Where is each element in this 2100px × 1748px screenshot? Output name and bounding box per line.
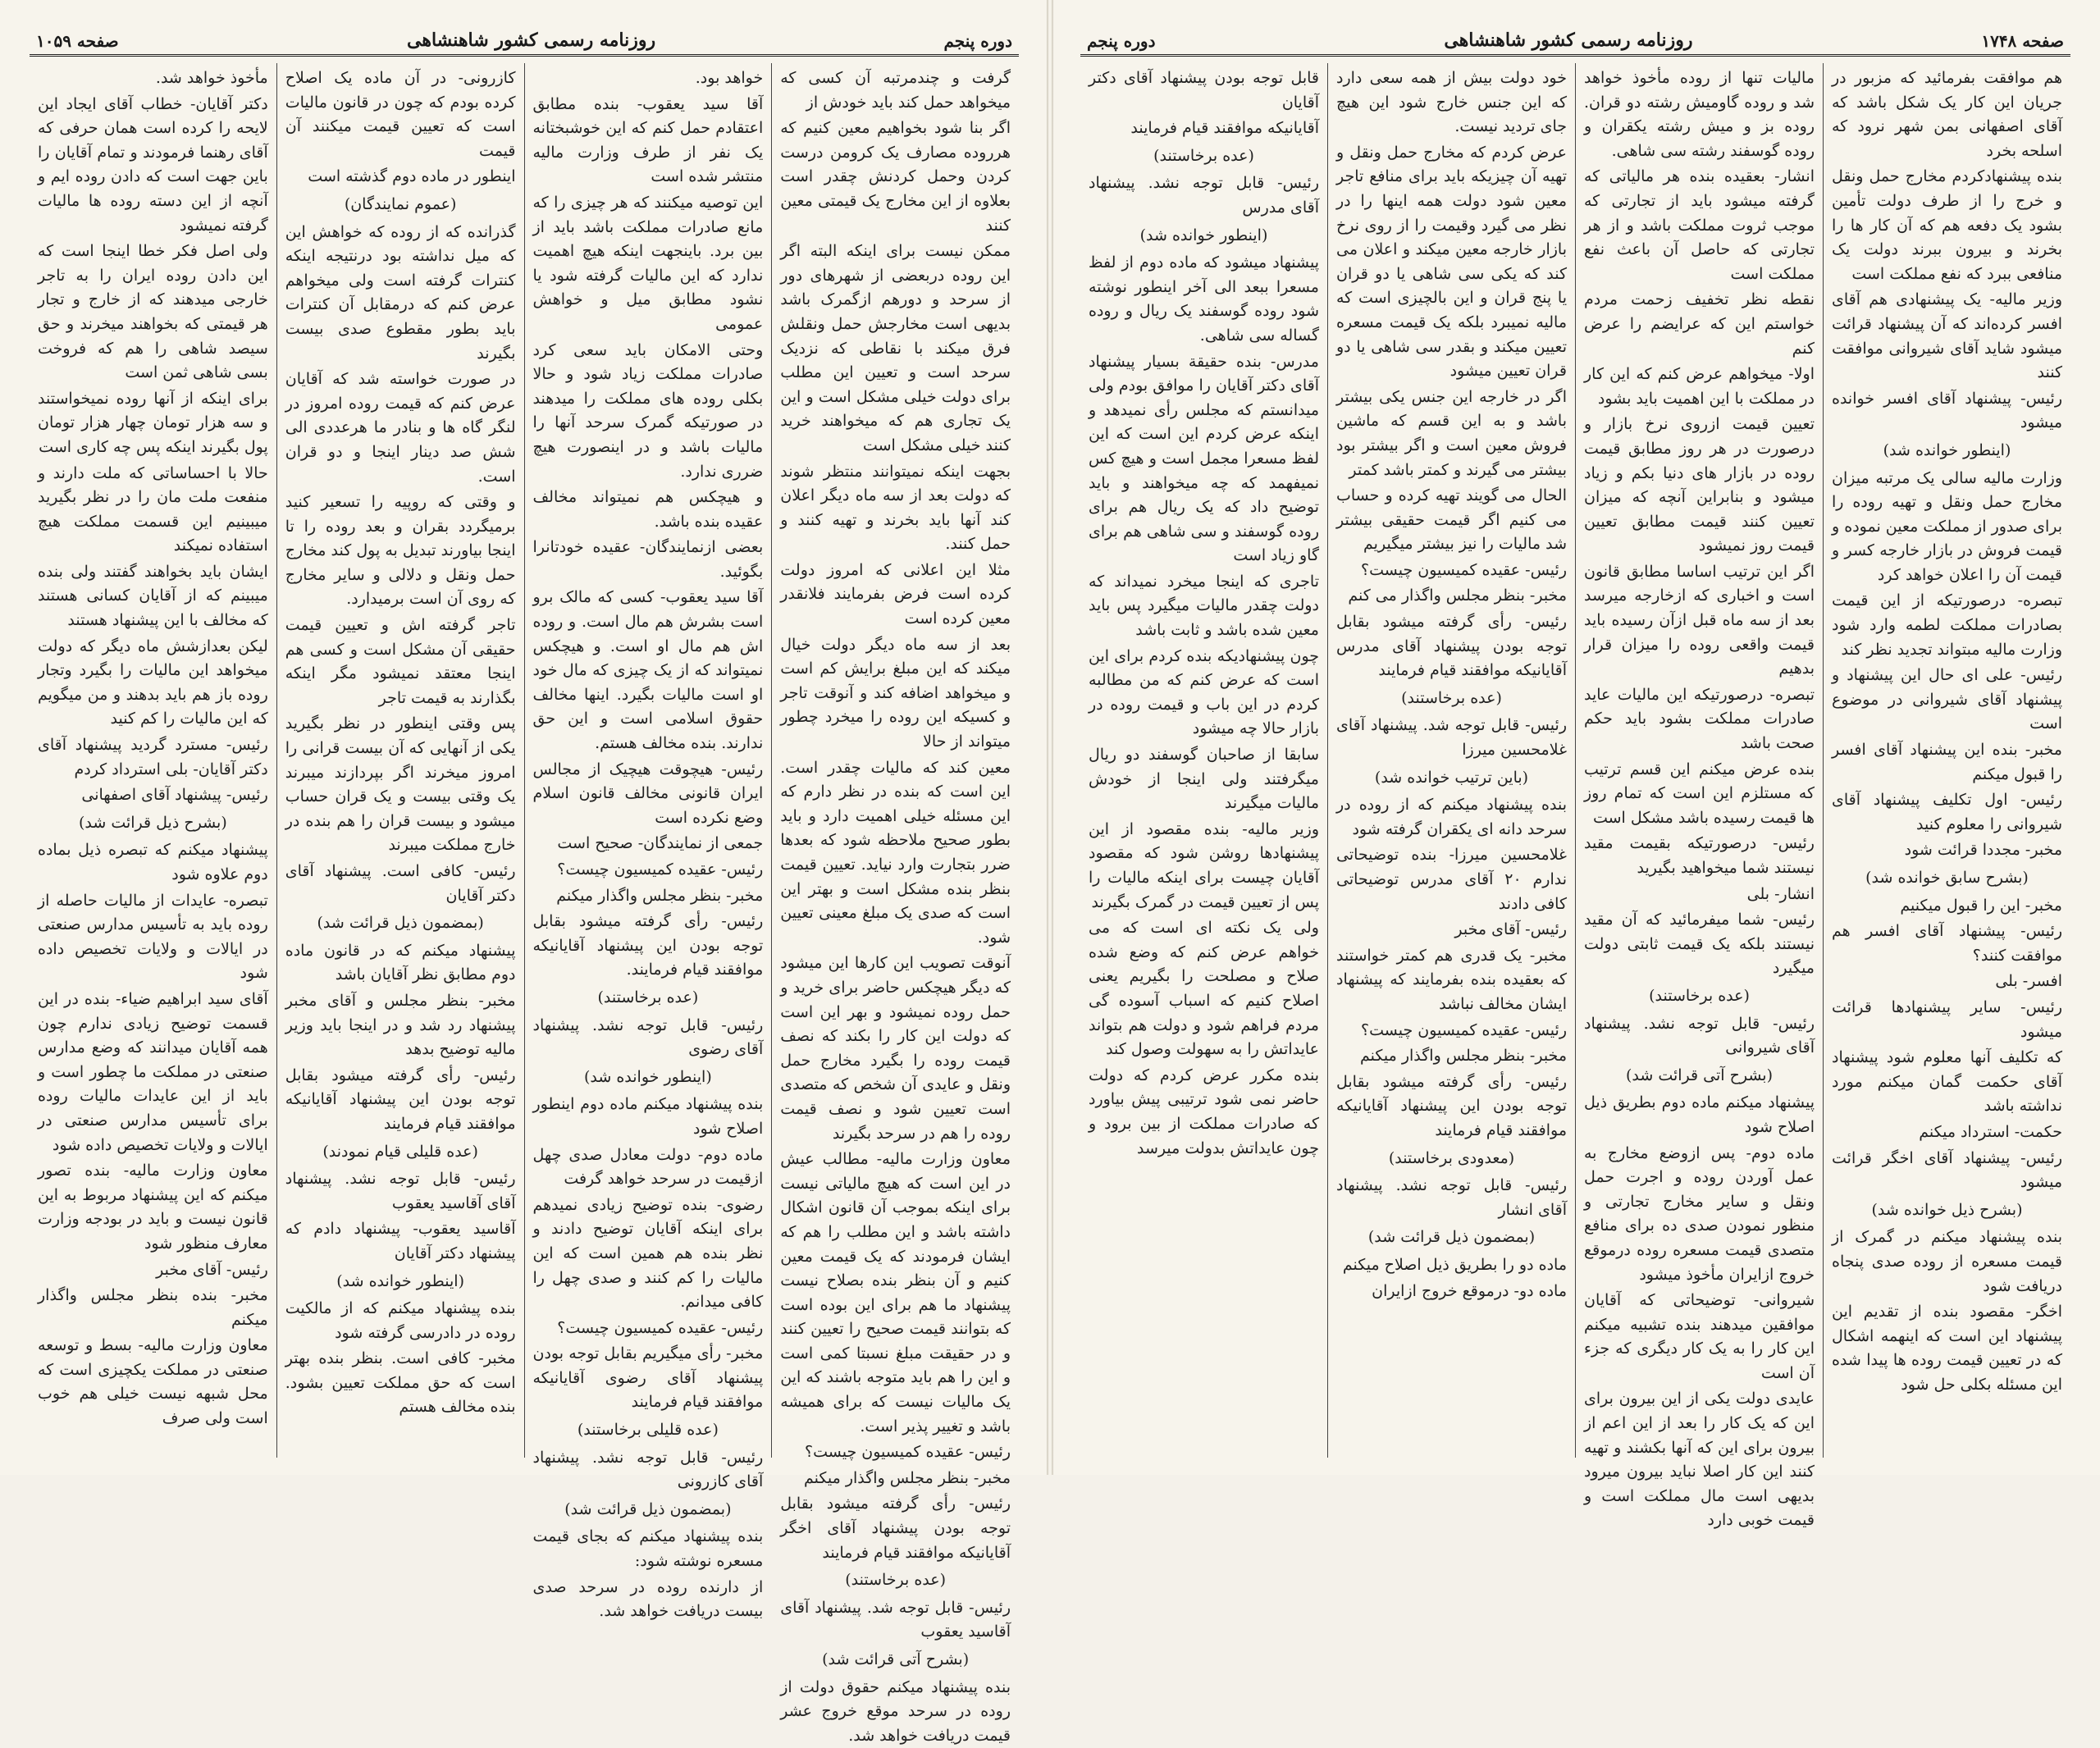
- article-paragraph: رئیس- درصورتیکه بقیمت مقید نیستند شما میخواهید بگیرید: [1584, 834, 1815, 877]
- article-paragraph: و هیچکس هم نمیتواند مخالف عقیده بنده باشد.: [532, 488, 764, 531]
- article-paragraph: آقای سید ابراهیم ضیاء- بنده در این قسمت توضیح زیادی ندارم چون همه آقایان میدانند که وضع مدارس صنعتی در مملکت ما چطور است و باید از این عایدات مالیات روده برای تأسیس مدارس صنعتی در ایالات و ولایات تخصیص داده شود: [38, 989, 268, 1154]
- article-paragraph: اگر بنا شود بخواهیم معین کنیم که هرروده مصارف یک کرومن درست کردن وحمل کردنش چقدر است بعلاوه از این مخارج یک قیمتی معین کنند: [780, 119, 1011, 235]
- article-paragraph: رئیس- رأی گرفته میشود بقابل توجه بودن پیشنهاد آقای مدرس آقایانیکه موافقند قیام فرمایند: [1336, 613, 1567, 680]
- article-paragraph: مخبر- مجددا قرائت شود: [1904, 841, 2062, 860]
- right-page-title: روزنامه رسمی کشور شاهنشاهی: [1444, 30, 1693, 51]
- article-paragraph: (عده قلیلی قیام نمودند): [322, 1142, 478, 1161]
- article-paragraph: بنده پیشنهادکردم مخارج حمل ونقل و خرج را از طرف دولت تأمین بشود یک دفعه هم که آن کار ها را بخرند و بیرون ببرند دولت یک منافعی ببرد که نفع مملکت است: [1832, 167, 2062, 283]
- article-paragraph: که تکلیف آنها معلوم شود پیشنهاد آقای حکمت گمان میکنم مورد نداشته باشد: [1832, 1048, 2062, 1116]
- article-paragraph: اینطور در ماده دوم گذشته است: [308, 167, 516, 186]
- article-paragraph: الحال می گویند تهیه کرده و حساب می کنیم اگر قیمت حقیقی بیشتر شد مالیات را نیز بیشتر میگیریم: [1336, 486, 1567, 554]
- article-paragraph: (اینطور خوانده شد): [336, 1271, 464, 1290]
- article-paragraph: اگر این ترتیب اساسا مطابق قانون است و اخباری که ازخارجه میرسد بعد از سه ماه قبل ازآن رسیده باید قیمت واقعی روده را میزان قرار بدهیم: [1584, 562, 1815, 678]
- article-paragraph: رئیس- اول تکلیف پیشنهاد آقای شیروانی را معلوم کنید: [1832, 791, 2062, 833]
- left-page-issue: دوره پنجم: [943, 31, 1012, 51]
- article-paragraph: در صورت خواسته شد که آقایان عرض کنم که قیمت روده امروز در لنگر گاه ها و بنادر ما هرعددی الی شش صد دینار اینجا و دو قران است.: [285, 370, 516, 486]
- article-paragraph: مأخوذ خواهد شد.: [155, 69, 268, 87]
- article-paragraph: معاون وزارت مالیه- بنده تصور میکنم که این پیشنهاد مربوط به این قانون نیست و باید در بودجه وزارت معارف منظور شود: [38, 1162, 268, 1253]
- left-page-header: [30, 23, 1019, 57]
- article-paragraph: پس وقتی اینطور در نظر بگیرید یکی از آنهایی که آن بیست قرانی را امروز میخرند اگر بپردازند میبرند یک وقتی بیست و یک قران حساب میشود و بیست قران را هم بنده در خارج مملکت میبرند: [285, 714, 516, 855]
- article-paragraph: شیروانی- توضیحاتی که آقایان موافقین میدهند بنده تشبیه میکنم این کار را به یک کار دیگری که جزء آن است: [1584, 1291, 1815, 1382]
- article-paragraph: عایدی دولت یکی از این بیرون برای این که یک کار را بعد از این اعم از بیرون برای این که آنها بکشند و تهیه کنند این کار اصلا نباید بیرون میرود بدیهی است مال مملکت است و قیمت خوبی دارد: [1584, 1390, 1815, 1530]
- article-paragraph: آقایانیکه موافقند قیام فرمایند: [1130, 119, 1319, 138]
- article-paragraph: بجهت اینکه نمیتوانند منتظر شوند که دولت بعد از سه ماه دیگر اعلان کند آنها باید بخرند و تهیه کنند و حمل کنند.: [780, 462, 1011, 554]
- article-paragraph: اولا- میخواهم عرض کنم که این کار در مملکت با این اهمیت باید بشود: [1584, 365, 1815, 408]
- article-paragraph: رئیس- رأی گرفته میشود بقابل توجه بودن پیشنهاد آقای اخگر آقایانیکه موافقند قیام فرمایند: [780, 1495, 1011, 1562]
- article-paragraph: رئیس- عقیده کمیسیون چیست؟: [557, 860, 764, 879]
- article-paragraph: (بمضمون ذیل قرائت شد): [317, 914, 484, 933]
- article-paragraph: بنده پیشنهاد میکنم که از روده در سرحد دانه ای یکقران گرفته شود: [1336, 796, 1567, 838]
- article-paragraph: (عموم نمایندگان): [344, 194, 457, 213]
- article-paragraph: رئیس- رأی گرفته میشود بقابل توجه بودن این پیشنهاد آقایانیکه موافقند قیام فرمایند: [1336, 1072, 1567, 1139]
- article-paragraph: تبصره- درصورتیکه این مالیات عاید صادرات مملکت بشود باید حکم صحت باشد: [1584, 685, 1815, 753]
- article-paragraph: رئیس- قابل توجه نشد. پیشنهاد آقای شیروانی: [1584, 1014, 1815, 1057]
- article-paragraph: جمعی از نمایندگان- صحیح است: [557, 834, 764, 853]
- article-paragraph: آقا سید یعقوب- بنده مطابق اعتقادم حمل کنم که این خوشبختانه یک نفر از طرف وزارت مالیه منتشر شده است: [532, 94, 764, 186]
- left-page-title: روزنامه رسمی کشور شاهنشاهی: [407, 30, 656, 51]
- right-page-number: صفحه ۱۷۴۸: [1981, 31, 2064, 51]
- right-page-header: [1080, 23, 2070, 57]
- article-paragraph: قابل توجه بودن پیشنهاد آقای دکتر آقایان: [1089, 69, 1319, 112]
- article-paragraph: مالیات تنها از روده مأخوذ خواهد شد و روده گاومیش رشته دو قران. روده بز و میش رشته یکقران و روده گوسفند رشته سی شاهی.: [1584, 69, 1815, 160]
- article-paragraph: ماده دوم- پس ازوضع مخارج به عمل آوردن روده و اجرت حمل ونقل و سایر مخارج تجارتی و منظور نمودن صدی ده برای منافع متصدی قیمت مسعره روده درموقع خروج ازایران مأخوذ میشود: [1584, 1143, 1815, 1284]
- article-paragraph: گرفت و چندمرتبه آن کسی که میخواهد حمل کند باید خودش از: [780, 69, 1011, 112]
- article-paragraph: آقاسید یعقوب- پیشنهاد دادم که پیشنهاد دکتر آقایان: [285, 1220, 516, 1262]
- left-page: [0, 0, 1050, 1745]
- article-paragraph: بنده پیشنهاد میکنم که از مالکیت روده در دادرسی گرفته شود: [285, 1299, 516, 1342]
- article-paragraph: رئیس- قابل توجه نشد. پیشنهاد آقای انشار: [1336, 1176, 1567, 1219]
- article-paragraph: رئیس- قابل توجه شد. پیشنهاد آقای غلامحسین میرزا: [1336, 716, 1567, 760]
- article-paragraph: رئیس- پیشنهاد آقای اخگر قرائت میشود: [1832, 1148, 2062, 1192]
- left-column-4: [30, 63, 276, 1458]
- article-paragraph: (معدودی برخاستند): [1388, 1148, 1515, 1167]
- article-paragraph: مخبر- بنظر مجلس واگذار می کنم: [1348, 586, 1567, 605]
- article-paragraph: (بشرح ذیل قرائت شد): [78, 813, 227, 832]
- article-paragraph: آنوقت تصویب این کارها این میشود که دیگر هیچکس حاضر برای خرید و حمل روده نمیشود و بهر این است که دولت این کار را بکند که نصف قیمت روده را بگیرد مخارج حمل ونقل و عایدی آن شخص که متصدی است تعیین شود و نصف قیمت روده را هم در سرحد بگیرند: [780, 954, 1011, 1143]
- article-paragraph: مخبر- بنده بنظر مجلس واگذار میکنم: [38, 1286, 268, 1329]
- article-paragraph: ماده دو- درموقع خروج ازایران: [1372, 1281, 1567, 1300]
- article-paragraph: (باین ترتیب خوانده شد): [1374, 768, 1529, 787]
- article-paragraph: پیشنهاد میکنم ماده دوم بطریق ذیل اصلاح شود: [1584, 1093, 1815, 1136]
- article-paragraph: ولی اصل فکر خطا اینجا است که این دادن روده ایران را به تاجر خارجی میدهند که از خارج و تجار هر قیمتی که بخواهند میخرند و حق سیصد شاهی را هم که فروخت بسی شاهی ثمن است: [38, 242, 268, 382]
- article-paragraph: پیشنهاد میکنم که در قانون ماده دوم مطابق نظر آقایان باشد: [285, 941, 516, 984]
- article-paragraph: بنده پیشنهاد میکنم ماده دوم اینطور اصلاح شود: [532, 1095, 764, 1138]
- article-paragraph: (بشرح ذیل خوانده شد): [1871, 1200, 2023, 1219]
- article-paragraph: وحتی الامکان باید سعی کرد صادرات مملکت زیاد شود و حالا بکلی روده های مملکت را میدهند در صورتیکه گمرک سرحد آنها را مالیات باشد و در اینصورت هیچ ضرری ندارد.: [532, 340, 764, 481]
- article-paragraph: مخبر- بنظر مجلس و آقای مخبر پیشنهاد رد شد و در اینجا باید وزیر مالیه توضیح بدهد: [285, 991, 516, 1059]
- article-paragraph: پیشنهاد میشود که ماده دوم از لفظ مسعرا ببعد الی آخر اینطور نوشته شود روده گوسفند یک ریال و روده گساله سی شاهی.: [1089, 253, 1319, 345]
- article-paragraph: رئیس- هیچوقت هیچیک از مجالس ایران قانونی مخالف قانون اسلام وضع نکرده است: [532, 760, 764, 827]
- article-paragraph: رئیس- عقیده کمیسیون چیست؟: [557, 1318, 764, 1337]
- article-paragraph: آقا سید یعقوب- کسی که مالک برو است بشرش هم مال است. و روده اش هم مال او است. و هیچکس نمیتواند که از یک چیزی که مال خود او است مالیات بگیرد. اینها مخالف حقوق اسلامی است و این حق ندارند. بنده مخالف هستم.: [532, 588, 764, 753]
- article-paragraph: خود دولت بیش از همه سعی دارد که این جنس خارج شود این هیچ جای تردید نیست.: [1336, 69, 1567, 136]
- left-page-number: صفحه ۱۰۵۹: [36, 31, 119, 51]
- article-paragraph: (بشرح آتی قرائت شد): [1625, 1066, 1773, 1084]
- article-paragraph: حالا با احساساتی که ملت دارند و منفعت ملت مان را در نظر بگیرید میبینیم این قسمت مملکت هیچ استفاده نمیکند: [38, 463, 268, 555]
- article-paragraph: رئیس- قابل توجه نشد. پیشنهاد آقای آقاسید یعقوب: [285, 1170, 516, 1212]
- article-paragraph: مخبر- کافی است. بنظر بنده بهتر است که حق مملکت تعیین بشود. بنده مخالف هستم: [285, 1349, 516, 1417]
- article-paragraph: ماده دوم- دولت معادل صدی چهل ازقیمت در سرحد خواهد گرفت: [532, 1145, 764, 1189]
- article-paragraph: پیشنهاد میکنم که تبصره ذیل بماده دوم علاوه شود: [38, 841, 268, 883]
- article-paragraph: (عده برخاستند): [1649, 986, 1750, 1005]
- right-page-columns: [1080, 63, 2070, 1530]
- article-paragraph: تبصره- درصورتیکه از این قیمت بصادرات مملکت لطمه وارد شود وزارت مالیه مبتواند تجدید نظر کند: [1832, 591, 2062, 659]
- article-paragraph: و وقتی که روپیه را تسعیر کنید برمیگردد بقران و بعد روده را تا اینجا بیاورند تبدیل به پول کند مخارج حمل ونقل و دلالی و سایر مخارج که روی آن است برمیدارد.: [285, 493, 516, 609]
- right-column-1: [1823, 63, 2070, 1458]
- article-paragraph: (اینطور خوانده شد): [1883, 440, 2011, 459]
- article-paragraph: لیکن بعدازشش ماه دیگر که دولت میخواهد این مالیات را بگیرد وتجار روده باز هم باید بدهند و من میگویم که این مالیات را کم کنید: [38, 637, 268, 728]
- article-paragraph: رئیس- کافی است. پیشنهاد آقای دکتر آقایان: [285, 862, 516, 905]
- article-paragraph: وزارت مالیه سالی یک مرتبه میزان مخارج حمل ونقل و تهیه روده را برای صدور از مملکت معین نموده و قیمت فروش در بازار خارجه کسر و قیمت آن را اعلان خواهد کرد: [1832, 468, 2062, 584]
- article-paragraph: تبصره- عایدات از مالیات حاصله از روده باید به تأسیس مدارس صنعتی در ایالات و ولایات تخصیص داده شود: [38, 891, 268, 983]
- right-column-2: [1575, 63, 1823, 1530]
- article-paragraph: (عده برخاستند): [1153, 146, 1254, 165]
- left-page-columns: [30, 63, 1019, 1745]
- article-paragraph: رئیس- قابل توجه شد. پیشنهاد آقای آقاسید یعقوب: [780, 1598, 1011, 1641]
- article-paragraph: دکتر آقایان- خطاب آقای ایجاد این لایحه را کرده است همان حرفی که آقای رهنما فرمودند و تمام آقایان را باین جهت است که دادن روده ایم و آنچه از این دسته روده ها مالیات گرفته نمیشود: [38, 94, 268, 235]
- page-fold: [1047, 0, 1053, 1475]
- article-paragraph: رئیس- عقیده کمیسیون چیست؟: [805, 1443, 1011, 1462]
- article-paragraph: افسر- بلی: [1995, 972, 2062, 991]
- right-page-issue: دوره پنجم: [1087, 31, 1156, 51]
- article-paragraph: ماده دو را بطریق ذیل اصلاح میکنم: [1342, 1255, 1567, 1274]
- article-paragraph: (اینطور خوانده شد): [1139, 226, 1268, 244]
- article-paragraph: بنده عرض میکنم این قسم ترتیب که مستلزم این است که تمام روز ها قیمت رسیده باشد مشکل است: [1584, 760, 1815, 827]
- article-paragraph: ایشان باید بخواهند گفتند ولی بنده میبینم که از آقایان کسانی هستند که مخالف با این پیشنهاد هستند: [38, 562, 268, 630]
- article-paragraph: مخبر- رأی میگیریم بقابل توجه بودن پیشنهاد آقای رضوی آقایانیکه موافقند قیام فرمایند: [532, 1344, 764, 1412]
- article-paragraph: (عده برخاستند): [1401, 688, 1502, 707]
- article-paragraph: برای اینکه از آنها روده نمیخواستند و سه هزار تومان چهار هزار تومان پول بگیرند اینکه پس چه کاری است: [38, 389, 268, 456]
- article-paragraph: رئیس- پیشنهاد آقای افسر خوانده میشود: [1832, 389, 2062, 432]
- article-paragraph: (بمضمون ذیل قرائت شد): [564, 1499, 732, 1518]
- article-paragraph: مدرس- بنده حقیقة بسیار پیشنهاد آقای دکتر آقایان را موافق بودم ولی میدانستم که مجلس رأی نمیدهد و اینکه عرض کردم این است که این لفظ مسعرا مجمل است و هیچ کس نمیفهمد که چه میخواهند و باید توضیح داد که یک ریال هم برای روده گوسفند و سی شاهی هم برای گاو زیاد است: [1089, 352, 1319, 565]
- article-paragraph: رئیس- قابل توجه نشد. پیشنهاد آقای رضوی: [532, 1015, 764, 1059]
- article-paragraph: کازرونی- در آن ماده یک اصلاح کرده بودم که چون در قانون مالیات است که تعیین قیمت میکنند آن قیمت: [285, 69, 516, 160]
- right-column-3: [1327, 63, 1575, 1458]
- article-paragraph: تعیین قیمت ازروی نرخ بازار و درصورت در هر روز مطابق قیمت روده در بازار های دنیا بکم و زیاد میشود و بنابراین آنچه که میزان تعیین کنند قیمت مطابق تعیین قیمت روز نمیشود: [1584, 415, 1815, 555]
- article-paragraph: اخگر- مقصود بنده از تقدیم این پیشنهاد این است که اینهمه اشکال که در تعیین قیمت روده ها پیدا شده این مسئله بکلی حل شود: [1832, 1303, 2062, 1394]
- article-paragraph: خواهد بود.: [695, 69, 764, 87]
- article-paragraph: بنده پیشنهاد میکنم حقوق دولت از روده در سرحد موقع خروج عشر قیمت دریافت خواهد شد.: [780, 1677, 1011, 1745]
- article-paragraph: مخبر- بنده این پیشنهاد آقای افسر را قبول میکنم: [1832, 741, 2062, 783]
- article-paragraph: تاجر گرفته اش و تعیین قیمت حقیقی آن مشکل است و کسی هم اینجا معتقد نمیشود مگر اینکه بگذارند به قیمت تاجر: [285, 616, 516, 707]
- article-paragraph: غلامحسین میرزا- بنده توضیحاتی ندارم ۲۰ آقای مدرس توضیحاتی کافی دادند: [1336, 846, 1567, 913]
- article-paragraph: (عده قلیلی برخاستند): [577, 1421, 719, 1440]
- article-paragraph: وزیر مالیه- بنده مقصود از این پیشنهادها روشن شود که مقصود آقایان چیست برای اینکه مالیات را پس از تعیین قیمت در گمرک بگیرند: [1089, 819, 1319, 911]
- article-paragraph: رئیس- شما میفرمائید که آن مقید نیستند بلکه یک قیمت ثابتی دولت میگیرد: [1584, 911, 1815, 978]
- article-paragraph: انشار- بلی: [1746, 884, 1815, 903]
- article-paragraph: بعد از سه ماه دیگر دولت خیال میکند که این مبلغ برایش کم است و میخواهد اضافه کند و آنوقت تاجر و کسیکه این روده را میخرد چطور میتواند از حالا: [780, 635, 1011, 751]
- article-paragraph: ممکن نیست برای اینکه البته اگر این روده دربعضی از شهرهای دور از سرحد و دورهم ازگمرک باشد بدیهی است مخارجش حمل ونقلش فرق میکند با نقاطی که نزدیک سرحد است و تعیین این مطلب برای دولت خیلی مشکل است و این یک تجاری هم که میخواهند خرید کنند خیلی مشکل است: [780, 242, 1011, 454]
- article-paragraph: رئیس- مسترد گردید پیشنهاد آقای دکتر آقایان- بلی استرداد کردم: [38, 736, 268, 778]
- article-paragraph: عرض کردم که مخارج حمل ونقل و تهیه آن چیزیکه باید برای منافع تاجر معین شود دولت همه اینها را در نظر می گیرد وقیمت را از روی نرخ بازار خارجه معین میکند و اعلان می کند که یکی سی شاهی یا دو قران یا پنج قران و این بالچیزی است که مالیه نمیبرد بلکه یک قیمت مسعره تعیین میکند و بقدر سی شاهی یا دو قران تعیین میشود: [1336, 143, 1567, 381]
- article-paragraph: معین کند که مالیات چقدر است. این است که بنده در نظر دارم که این مسئله خیلی اهمیت دارد و باید بطور صحیح ملاحظه شود که بعدها ضرر بتجارت وارد نیاید. تعیین قیمت بنظر بنده مشکل است و بهتر این است که صدی یک مبلغ معینی تعیین شود.: [780, 758, 1011, 947]
- article-paragraph: تاجری که اینجا میخرد نمیداند که دولت چقدر مالیات میگیرد پس باید معین شده باشد و ثابت باشد: [1089, 572, 1319, 640]
- article-paragraph: این توصیه میکنند که هر چیزی را که مانع صادرات مملکت باشد باید از بین برد. باینجهت اینکه هیچ اهمیت ندارد که این مالیات گرفته شود یا نشود مطابق میل و خواهش عمومی: [532, 193, 764, 333]
- article-paragraph: مخبر- بنظر مجلس واگذار میکنم: [1360, 1047, 1567, 1066]
- article-paragraph: مخبر- بنظر مجلس واگذار میکنم: [556, 886, 764, 905]
- article-paragraph: رئیس- پیشنهاد آقای افسر هم موافقت کنند؟: [1832, 922, 2062, 965]
- article-paragraph: (عده برخاستند): [845, 1571, 947, 1590]
- left-column-3: [276, 63, 524, 1458]
- article-paragraph: از دارنده روده در سرحد صدی بیست دریافت خواهد شد.: [532, 1577, 764, 1621]
- article-paragraph: (بمضمون ذیل قرائت شد): [1367, 1228, 1536, 1247]
- article-paragraph: رضوی- بنده توضیح زیادی نمیدهم برای اینکه آقایان توضیح دادند و نظر بنده هم همین است که این مالیات را کم کنند و صدی چهل را کافی میدانم.: [532, 1195, 764, 1312]
- article-paragraph: نقطه نظر تخفیف زحمت مردم خواستم این که عرایضم را عرض کنم: [1584, 290, 1815, 358]
- article-paragraph: رئیس- پیشنهاد آقای اصفهانی: [81, 786, 268, 805]
- article-paragraph: رئیس- آقای مخبر: [1454, 920, 1567, 939]
- article-paragraph: گذرانده که از روده که خواهش این که میل نداشته بود درنتیجه اینکه کنترات گرفته است ولی میخواهم عرض کنم که درمقابل آن کنترات باید بطور مقطوع صدی بیست بگیرند: [285, 222, 516, 363]
- article-paragraph: انشار- بعقیده بنده هر مالیاتی که گرفته میشود باید از تجارتی که موجب ثروت مملکت باشد و از هر تجارتی که حاصل آن باعث نفع مملکت است: [1584, 167, 1815, 283]
- article-paragraph: مثلا این اعلانی که امروز دولت کرده است فرض بفرمایند فلانقدر معین کرده است: [780, 560, 1011, 628]
- article-paragraph: وزیر مالیه- یک پیشنهادی هم آقای افسر کرده‌اند که آن پیشنهاد قرائت میشود شاید آقای شیروانی موافقت کنند: [1832, 290, 2062, 382]
- article-paragraph: رئیس- رأی گرفته میشود بقابل توجه بودن این پیشنهاد آقایانیکه موافقند قیام فرمایند.: [532, 912, 764, 979]
- article-paragraph: رئیس- عقیده کمیسیون چیست؟: [1361, 1020, 1567, 1039]
- article-paragraph: معاون وزارت مالیه- مطالب عیش در این است که هیچ مالیاتی نیست برای اینکه بموجب آن قانون اشکال داشته باشد و این مطلب را هم که ایشان فرمودند که یک قیمت معین کنیم و آن بنظر بنده بصلاح نیست پیشنهاد ما هم برای این بوده است که بتوانند قیمت صحیح را تعیین کنند و در حقیقت مبلغ نسبتا کمی است و این را هم باید متوجه باشند که این یک مالیات نیست که برای همیشه باشد و تغییر پذیر است.: [780, 1150, 1011, 1435]
- article-paragraph: رئیس- رأی گرفته میشود بقابل توجه بودن این پیشنهاد آقایانیکه موافقند قیام فرمایند: [285, 1066, 516, 1133]
- article-paragraph: رئیس- علی ای حال این پیشنهاد و پیشنهاد آقای شیروانی در موضوع است: [1832, 666, 2062, 733]
- article-paragraph: بنده پیشنهاد میکنم در گمرک از قیمت مسعره از روده صدی پنجاه دریافت شود: [1832, 1228, 2062, 1295]
- left-column-1: [771, 63, 1019, 1745]
- article-paragraph: بنده پیشنهاد میکنم که بجای قیمت مسعره نوشته شود:: [532, 1527, 764, 1571]
- article-paragraph: معاون وزارت مالیه- بسط و توسعه صنعتی در مملکت یکچیزی است که محل شبهه نیست خیلی هم خوب است ولی صرف: [38, 1336, 268, 1428]
- article-paragraph: چون پیشنهادیکه بنده کردم برای این است که عرض کنم که من مطالبه کردم در این باب و قیمت روده در بازار حالا چه میشود: [1089, 646, 1319, 738]
- article-paragraph: رئیس- عقیده کمیسیون چیست؟: [1361, 560, 1567, 579]
- right-page: [1050, 0, 2100, 1530]
- article-paragraph: (بشرح سابق خوانده شد): [1865, 869, 2029, 887]
- article-paragraph: رئیس- قابل توجه نشد. پیشنهاد آقای مدرس: [1089, 174, 1319, 217]
- article-paragraph: مخبر- بنظر مجلس واگذار میکنم: [804, 1468, 1011, 1487]
- article-paragraph: بعضی ازنمایندگان- عقیده خودتانرا بگوئید.: [532, 538, 764, 581]
- article-paragraph: (عده برخاستند): [597, 988, 699, 1006]
- article-paragraph: (بشرح آتی قرائت شد): [822, 1650, 970, 1668]
- article-paragraph: مخبر- این را قبول میکنیم: [1900, 896, 2062, 915]
- article-paragraph: بنده مکرر عرض کردم که دولت حاضر نمی شود ترتیبی پیش بیاورد که صادرات مملکت از بین برود و چون عایداتش بدولت میرسد: [1089, 1066, 1319, 1157]
- article-paragraph: ولی یک نکته ای است که می خواهم عرض کنم که وضع شده صلاح و مصلحت را بگیریم یعنی اصلاح کنیم که اسباب آسوده گی مردم فراهم شود و دولت هم بتواند عایداتش را به سهولت وصول کند: [1089, 919, 1319, 1059]
- article-paragraph: رئیس- قابل توجه نشد. پیشنهاد آقای کازرونی: [532, 1448, 764, 1491]
- article-paragraph: اگر در خارجه این جنس یکی بیشتر باشد و به این قسم که ماشین فروش معین است و اگر بیشتر بود بیشتر می گیرند و کمتر باشد کمتر: [1336, 387, 1567, 479]
- left-column-2: [524, 63, 772, 1621]
- right-column-4: [1080, 63, 1327, 1458]
- article-paragraph: رئیس- آقای مخبر: [156, 1260, 268, 1279]
- article-paragraph: حکمت- استرداد میکنم: [1919, 1122, 2062, 1141]
- article-paragraph: مخبر- یک قدری هم کمتر خواستند که بعقیده بنده بفرمایند که پیشنهاد ایشان مخالف نباشد: [1336, 946, 1567, 1013]
- article-paragraph: هم موافقت بفرمائید که مزبور در جریان این کار یک شکل باشد که آقای اصفهانی بمن شهر نرود که اسلحه بخرد: [1832, 69, 2062, 160]
- article-paragraph: (اینطور خوانده شد): [584, 1067, 712, 1086]
- article-paragraph: رئیس- سایر پیشنهادها قرائت میشود: [1832, 997, 2062, 1041]
- article-paragraph: سابقا از صاحبان گوسفند دو ریال میگرفتند ولی اینجا از خودش مالیات میگیرند: [1089, 746, 1319, 813]
